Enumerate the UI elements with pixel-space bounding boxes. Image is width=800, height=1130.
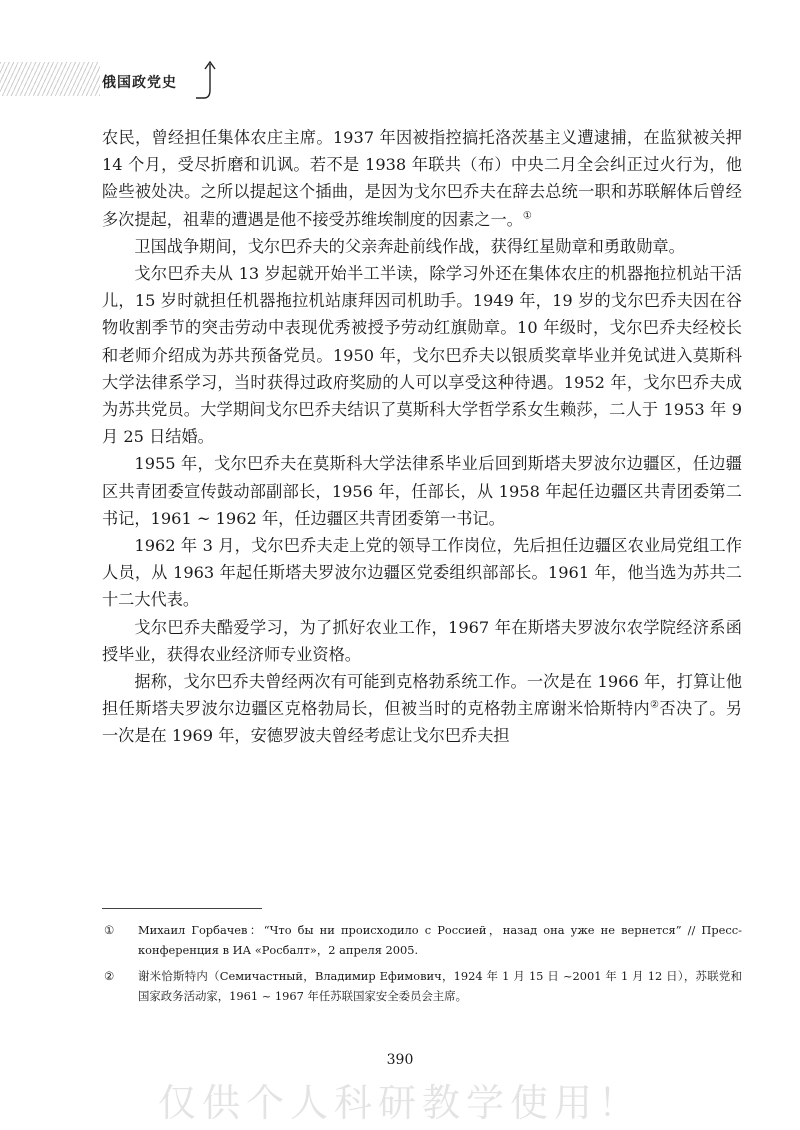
body-text [102, 124, 742, 750]
footnote-mark: ② [104, 969, 115, 983]
footnote-ref[interactable]: ② [650, 699, 660, 711]
header-arrow-icon [192, 58, 218, 100]
paragraph: 据称，戈尔巴乔夫曾经两次有可能到克格勃系统工作。一次是在 1966 年，打算让他担任斯塔夫罗波尔边疆区克格勃局长，但被当时的克格勃主席谢米恰斯特内②否决了。另一次是在 1969 年，安德罗波夫曾经考虑让戈尔巴乔夫担 [102, 672, 743, 746]
page-number: 390 [386, 1052, 414, 1068]
paragraph: 戈尔巴乔夫从 13 岁起就开始半工半读，除学习外还在集体农庄的机器拖拉机站干活儿，15 岁时就担任机器拖拉机站康拜因司机助手。1949 年，19 岁的戈尔巴乔夫因在谷物收割季节的突击劳动中表现优秀被授予劳动红旗勋章。10 年级时，戈尔巴乔夫经校长和老师介绍成为苏共预备党员。1950 年，戈尔巴乔夫以银质奖章毕业并免试进入莫斯科大学法律系学习，当时获得过政府奖励的人可以享受这种待遇。1952 年，戈尔巴乔夫成为苏共党员。大学期间戈尔巴乔夫结识了莫斯科大学哲学系女生赖莎，二人于 1953 年 9 月 25 日结婚。 [102, 264, 742, 447]
paragraph: 戈尔巴乔夫酷爱学习，为了抓好农业工作，1967 年在斯塔夫罗波尔农学院经济系函授毕业，获得农业经济师专业资格。 [102, 617, 742, 664]
paragraph: 农民，曾经担任集体农庄主席。1937 年因被指控搞托洛茨基主义遭逮捕，在监狱被关押 14 个月，受尽折磨和讥讽。若不是 1938 年联共（布）中央二月全会纠正过火行为，他险些被处决。之所以提起这个插曲，是因为戈尔巴乔夫在辞去总统一职和苏联解体后曾经多次提起，祖辈的遭遇是他不接受苏维埃制度的因素之一。① [102, 128, 742, 229]
footnote-divider [102, 908, 262, 909]
footnote-text: 谢米恰斯特内（Семичастный，Владимир Ефимович，1924 年 1 月 15 日 ~2001 年 1 月 12 日），苏联党和国家政务活动家，1961 ~ 1967 年任苏联国家安全委员会主席。 [138, 969, 742, 1003]
footnote [104, 920, 742, 960]
header-decoration [0, 62, 100, 96]
running-header-title: 俄国政党史 [102, 75, 177, 91]
footnote-text: Михаил Горбачев：“Что бы ни происходило с Россией，назад она уже не вернется” // Пресс-конференция в ИА «Росбалт»，2 апреля 2005. [138, 923, 742, 957]
paragraph: 卫国战争期间，戈尔巴乔夫的父亲奔赴前线作战，获得红星勋章和勇敢勋章。 [134, 236, 685, 256]
paragraph: 1962 年 3 月，戈尔巴乔夫走上党的领导工作岗位，先后担任边疆区农业局党组工作人员，从 1963 年起任斯塔夫罗波尔边疆区党委组织部部长。1961 年，他当选为苏共二十二大代表。 [102, 536, 742, 610]
footnote-ref[interactable]: ① [522, 210, 532, 222]
paragraph: 1955 年，戈尔巴乔夫在莫斯科大学法律系毕业后回到斯塔夫罗波尔边疆区，任边疆区共青团委宣传鼓动部副部长，1956 年，任部长，从 1958 年起任边疆区共青团委第二书记，1961 ~ 1962 年，任边疆区共青团委第一书记。 [102, 454, 742, 528]
footnote-mark: ① [104, 923, 115, 937]
watermark: 仅供个人科研教学使用！ [157, 1081, 642, 1125]
footnotes [104, 920, 742, 1012]
footnote [104, 966, 742, 1006]
